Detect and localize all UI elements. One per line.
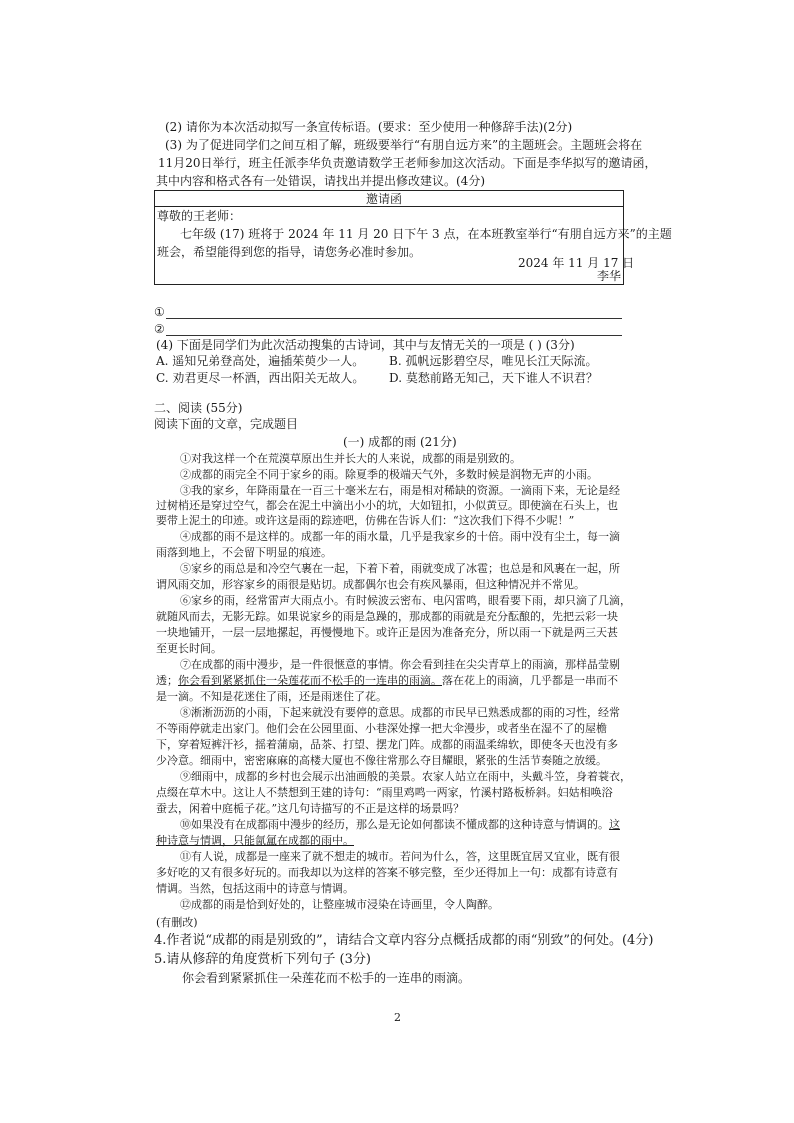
reading-instruction: 阅读下面的文章，完成题目 — [154, 417, 299, 431]
article-title: (一) 成都的雨 (21分) — [343, 435, 457, 449]
paragraph-6-line-3: 一块地铺开，一层一层地摞起，再慢慢地下。或许正是因为准备充分，所以雨一下就是两三天甚 — [156, 626, 618, 639]
paragraph-8-line-3: 下，穿着短裤汗衫，摇着蒲扇，品茶、打望、摆龙门阵。成都的雨温柔绵软，即使冬天也没有多 — [156, 738, 618, 751]
paragraph-5-line-1: ⑤家乡的雨总是和冷空气裹在一起，下着下着，雨就变成了冰雹；也总是和风裹在一起，所 — [180, 562, 620, 575]
paragraph-12: ⑫成都的雨是恰到好处的，让整座城市浸染在诗画里，令人陶醉。 — [180, 898, 499, 911]
paragraph-9-line-1: ⑨细雨中，成都的乡村也会展示出油画般的美景。农家人站立在雨中，头戴斗笠，身着蓑衣， — [180, 770, 631, 783]
paragraph-6-line-1: ⑥家乡的雨，经常雷声大雨点小。有时候波云密布、电闪雷鸣，眼看要下雨，却只滴了几滴， — [180, 594, 631, 607]
invitation-divider — [154, 206, 624, 207]
paragraph-9-line-3: 蚕去，闲着中庭栀子花。”这几句诗描写的不正是这样的场景吗？ — [156, 802, 465, 815]
paragraph-5-line-2: 谓风雨交加，形容家乡的雨很是贴切。成都偶尔也会有疾风暴雨，但这种情况并不常见。 — [156, 578, 585, 591]
question-2: (2) 请你为本次活动拟写一条宣传标语。(要求：至少使用一种修辞手法)(2分) — [165, 120, 573, 134]
paragraph-10-line-1 — [180, 819, 620, 830]
answer-line-2[interactable] — [166, 335, 622, 336]
reading-heading: 二、阅读 (55分) — [154, 401, 243, 415]
paragraph-2: ②成都的雨完全不同于家乡的雨。除夏季的极端天气外，多数时候是润物无声的小雨。 — [180, 468, 598, 481]
paragraph-9-line-2: 点缀在草木中。这让人不禁想到王建的诗句：“雨里鸡鸣一两家，竹溪村路板桥斜。妇姑相唤浴 — [156, 786, 613, 799]
question-3-line-2: 11月20日举行，班主任派李华负责邀请数学王老师参加这次活动。下面是李华拟写的邀请函， — [158, 156, 657, 170]
question-3-line-3: 其中内容和格式各有一处错误，请找出并提出修改建议。(4分) — [156, 174, 486, 188]
option-d: D. 莫愁前路无知己，天下谁人不识君？ — [389, 371, 598, 385]
paragraph-8-line-1: ⑧淅淅沥沥的小雨，下起来就没有要停的意思。成都的市民早已熟悉成都的雨的习性，经常 — [180, 706, 620, 719]
underlined-phrase-start: 这 — [609, 818, 620, 831]
paragraph-11-line-3: 情调。当然，包括这雨中的诗意与情调。 — [156, 882, 354, 895]
answer-mark-2: ② — [154, 322, 165, 336]
paragraph-7-tail: 落在花上的雨滴，几乎都是一串而不 — [442, 674, 618, 687]
paragraph-8-line-4: 少冷意。细雨中，密密麻麻的高楼大厦也不像往常那么夺目耀眼，紧张的生活节奏随之放缓。 — [156, 754, 607, 767]
answer-mark-1: ① — [154, 305, 165, 319]
option-b: B. 孤帆远影碧空尽，唯见长江天际流。 — [389, 354, 598, 368]
paragraph-11-line-1: ⑪有人说，成都是一座来了就不想走的城市。若问为什么，答，这里既宜居又宜业，既有很 — [180, 850, 620, 863]
paragraph-8-line-2: 不等雨停就走出家门。他们会在公园里面、小巷深处撑一把大伞漫步，或者坐在湿不了的屋檐 — [156, 722, 607, 735]
paragraph-4-line-2: 雨落到地上，不会留下明显的痕迹。 — [156, 546, 332, 559]
invitation-salutation: 尊敬的王老师： — [157, 209, 242, 223]
question-4-text: 4.作者说“成都的雨是别致的”，请结合文章内容分点概括成都的雨“别致”的何处。(4分) — [154, 933, 654, 948]
question-3-line-1: (3) 为了促进同学们之间互相了解，班级要举行“有朋自远方来”的主题班会。主题班会将在 — [165, 138, 643, 152]
question-5-text: 5.请从修辞的角度赏析下列句子 (3分) — [154, 952, 371, 967]
invitation-signer: 李华 — [597, 269, 622, 283]
option-c: C. 劝君更尽一杯酒，西出阳关无故人。 — [156, 371, 365, 385]
paragraph-7-line-3: 是一滴。不知是花迷住了雨，还是雨迷住了花。 — [156, 690, 387, 703]
paragraph-3-line-1: ③我的家乡，年降雨量在一百三十毫米左右，雨是相对稀缺的资源。一滴雨下来，无论是经 — [180, 484, 620, 497]
poem-question-stem: (4) 下面是同学们为此次活动搜集的古诗词，其中与友情无关的一项是 ( ) (3分) — [156, 338, 575, 352]
invitation-date: 2024 年 11 月 17 日 — [518, 256, 635, 270]
paragraph-3-line-2: 过树梢还是穿过空气，都会在泥土中滴出小小的坑，大如钮扣，小似黄豆。即使滴在石头上，也 — [156, 499, 618, 512]
paragraph-10-line-2: 种诗意与情调，只能氤氲在成都的雨中。 — [156, 834, 354, 847]
paragraph-10-text: ⑩如果没有在成都雨中漫步的经历，那么是无论如何都读不懂成都的这种诗意与情调的。 — [180, 818, 609, 831]
invitation-body-line-2: 班会，希望能得到您的指导，请您务必准时参加。 — [157, 245, 422, 259]
paragraph-7-lead: 透； — [156, 674, 178, 687]
question-5-sentence: 你会看到紧紧抓住一朵莲花而不松手的一连串的雨滴。 — [182, 971, 471, 985]
paragraph-6-line-4: 至更长时间。 — [156, 642, 222, 655]
underlined-sentence: 你会看到紧紧抓住一朵莲花而不松手的一连串的雨滴。 — [178, 674, 442, 687]
paragraph-4-line-1: ④成都的雨不是这样的。成都一年的雨水量，几乎是我家乡的十倍。雨中没有尘土，每一滴 — [180, 530, 620, 543]
invitation-body-line-1: 七年级 (17) 班将于 2024 年 11 月 20 日下午 3 点，在本班教室举行“有朋自远方来”的主题 — [180, 227, 672, 241]
paragraph-7-line-2 — [156, 675, 618, 686]
page-number: 2 — [394, 1011, 401, 1024]
answer-line-1[interactable] — [166, 318, 622, 319]
paragraph-6-line-2: 就随风而去，无影无踪。如果说家乡的雨是急躁的，那成都的雨就是充分酝酿的，先把云彩一块 — [156, 610, 618, 623]
paragraph-7-line-1: ⑦在成都的雨中漫步，是一件很惬意的事情。你会看到挂在尖尖青草上的雨滴，那样晶莹剔 — [180, 658, 620, 671]
paragraph-1: ①对我这样一个在荒漠草原出生并长大的人来说，成都的雨是别致的。 — [180, 452, 521, 465]
source-note: (有删改) — [156, 916, 198, 929]
paragraph-3-line-3: 要带上泥土的印迹。或许这是雨的踪迹吧，仿佛在告诉人们：“这次我们下得不少呢！” — [156, 514, 575, 527]
invitation-title: 邀请函 — [366, 192, 403, 206]
paragraph-11-line-2: 多好吃的又有很多好玩的。而我却以为这样的答案不够完整，至少还得加上一句：成都有诗意有 — [156, 866, 618, 879]
option-a: A. 遥知兄弟登高处，遍插茱萸少一人。 — [156, 354, 365, 368]
